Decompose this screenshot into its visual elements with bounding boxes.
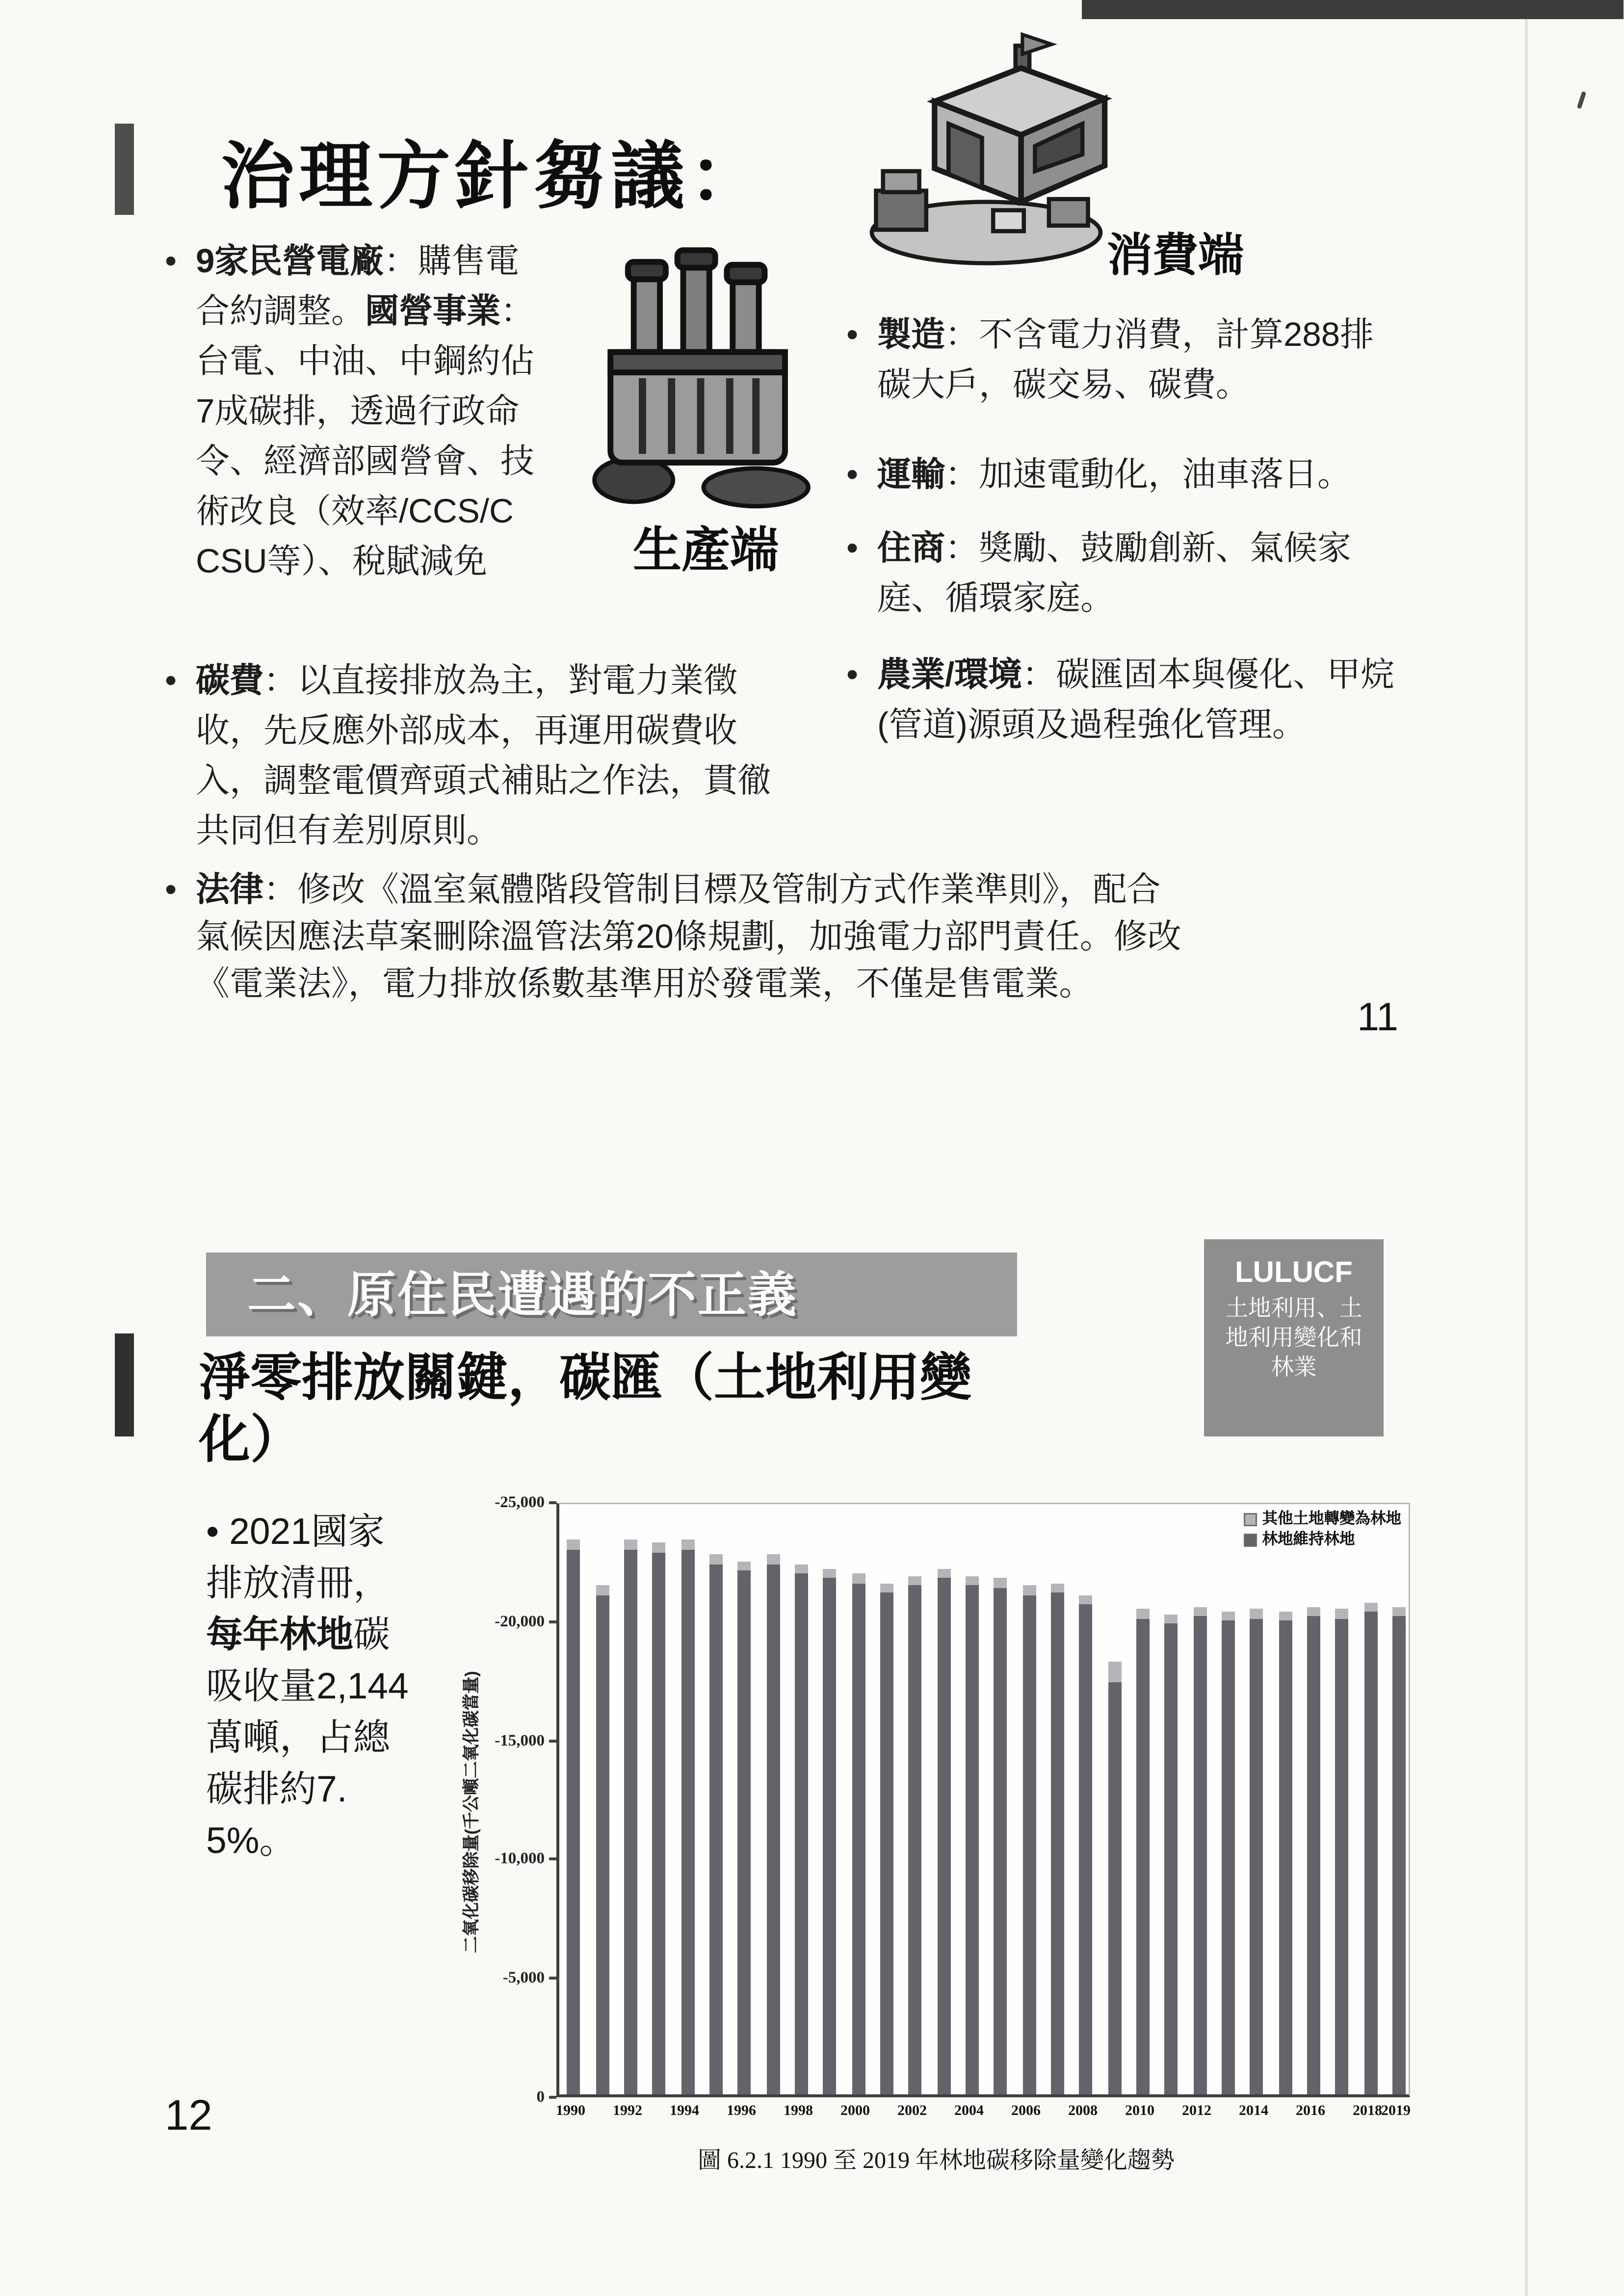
bar-segment-other-land	[596, 1586, 609, 1595]
page-number-12: 12	[165, 2093, 212, 2140]
legend-label: 林地維持林地	[1262, 1531, 1355, 1548]
bar-2000	[852, 1573, 865, 2094]
bullet-text: • 住商：獎勵、鼓勵創新、氣候家庭、循環家庭。	[877, 528, 1351, 617]
bar-segment-other-land	[652, 1542, 665, 1552]
bar-segment-other-land	[908, 1576, 921, 1585]
x-tick-label: 2004	[954, 2103, 984, 2119]
chart-legend	[1243, 1509, 1402, 1550]
bullet-residential	[846, 522, 1364, 623]
bar-segment-other-land	[794, 1564, 808, 1573]
scan-edge-strip	[1082, 0, 1624, 19]
y-tick-mark	[549, 2096, 556, 2099]
bar-2007	[1050, 1583, 1064, 2094]
bullet-text: • 9家民營電廠：購售電合約調整。國營事業：台電、中油、中鋼約佔7成碳排，透過行政命令、經濟部國營會、技術改良（效率/CCS/CCSU等）、稅賦減免	[196, 241, 534, 580]
bar-segment-other-land	[1279, 1612, 1292, 1621]
x-tick-label: 2002	[897, 2103, 927, 2119]
x-tick-label: 1990	[555, 2103, 585, 2119]
bar-segment-other-land	[709, 1555, 722, 1564]
bar-segment-other-land	[1050, 1583, 1064, 1592]
legend-entry	[1243, 1509, 1402, 1529]
x-tick-label: 2019	[1381, 2103, 1411, 2119]
bar-2011	[1164, 1614, 1178, 2094]
lulucf-box	[1204, 1239, 1384, 1436]
bullet-law	[165, 865, 1183, 1007]
bar-segment-other-land	[1079, 1595, 1092, 1604]
lulucf-title: LULUCF	[1235, 1257, 1353, 1289]
bar-segment-other-land	[880, 1583, 893, 1592]
bar-1991	[596, 1586, 609, 2094]
bar-segment-other-land	[1108, 1662, 1121, 1683]
bar-2018	[1364, 1602, 1377, 2095]
consumer-side-label: 消費端	[1107, 230, 1244, 281]
bar-2006	[1022, 1586, 1036, 2094]
legend-swatch	[1243, 1513, 1257, 1526]
bar-2013	[1221, 1612, 1234, 2094]
bullet-agriculture	[846, 649, 1417, 749]
bar-1990	[567, 1540, 580, 2094]
chart-plot-area	[556, 1503, 1410, 2097]
bullet-text: • 製造：不含電力消費，計算288排碳大戶，碳交易、碳費。	[877, 315, 1374, 403]
bar-segment-other-land	[1307, 1607, 1320, 1616]
bar-segment-other-land	[1221, 1612, 1234, 1621]
x-tick-label: 2016	[1295, 2103, 1325, 2119]
bullet-text: • 農業/環境：碳匯固本與優化、甲烷(管道)源頭及過程強化管理。	[877, 655, 1395, 743]
bar-segment-other-land	[937, 1569, 950, 1578]
factory-illustration	[578, 244, 826, 509]
bar-segment-other-land	[624, 1540, 637, 1549]
chart-x-ticks	[556, 2103, 1410, 2127]
chart-y-ticks	[442, 1494, 545, 2106]
x-tick-label: 1992	[612, 2103, 642, 2119]
x-tick-label: 2012	[1182, 2103, 1211, 2119]
bar-segment-other-land	[1022, 1586, 1036, 1595]
slide-title: 治理方針芻議：	[221, 135, 767, 218]
bar-segment-other-land	[1136, 1609, 1149, 1618]
bullet-carbon-fee	[165, 655, 771, 855]
x-tick-label: 2014	[1238, 2103, 1268, 2119]
y-tick-label: 0	[536, 2088, 545, 2106]
bar-2009	[1108, 1662, 1121, 2094]
x-tick-label: 2008	[1068, 2103, 1098, 2119]
bar-segment-other-land	[681, 1540, 694, 1549]
y-tick-label: -5,000	[502, 1969, 545, 1987]
bar-2004	[965, 1576, 978, 2094]
bar-2008	[1079, 1595, 1092, 2094]
x-tick-label: 2006	[1011, 2103, 1041, 2119]
bar-2001	[880, 1583, 893, 2094]
x-tick-label: 2018	[1353, 2103, 1382, 2119]
bar-segment-other-land	[766, 1555, 780, 1564]
bar-segment-other-land	[823, 1569, 836, 1578]
y-tick-label: -15,000	[495, 1731, 545, 1749]
producer-side-label: 生產端	[633, 522, 779, 577]
y-tick-mark	[549, 1501, 556, 1504]
bar-segment-other-land	[965, 1576, 978, 1585]
x-tick-label: 2000	[840, 2103, 870, 2119]
bar-segment-other-land	[1364, 1602, 1377, 1612]
y-tick-label: -20,000	[495, 1613, 545, 1631]
page-number-11: 11	[1357, 995, 1399, 1039]
y-tick-label: -25,000	[495, 1494, 545, 1512]
bar-1993	[652, 1542, 665, 2094]
x-tick-label: 2010	[1125, 2103, 1154, 2119]
bullet-inventory	[206, 1507, 415, 1868]
bar-segment-other-land	[852, 1573, 865, 1583]
x-tick-label: 1996	[726, 2103, 756, 2119]
legend-label: 其他土地轉變為林地	[1262, 1510, 1401, 1528]
bar-1996	[737, 1562, 751, 2094]
bar-2016	[1307, 1607, 1320, 2094]
bullet-text: • 碳費：以直接排放為主，對電力業徵收，先反應外部成本，再運用碳費收入，調整電價齊頭式補貼之作法，貫徹共同但有差別原則。	[196, 661, 771, 849]
y-tick-mark	[549, 1858, 556, 1861]
bullet-text: 2021國家排放清冊，每年林地碳吸收量2,144萬噸，占總碳排約7.5%。	[206, 1512, 409, 1862]
section-banner-text: 二、原住民遭遇的不正義	[247, 1267, 798, 1322]
bar-2005	[994, 1578, 1007, 2094]
section-banner	[206, 1252, 1017, 1336]
bar-segment-other-land	[1164, 1614, 1178, 1623]
bullet-transport	[846, 449, 1397, 499]
bar-2015	[1279, 1612, 1292, 2094]
slide-accent-bar-2	[115, 1333, 134, 1436]
bullet-text: • 運輸：加速電動化，油車落日。	[877, 455, 1351, 493]
bullet-text: • 法律：修改《溫室氣體階段管制目標及管制方式作業準則》，配合氣候因應法草案刪除溫管法第20條規劃，加強電力部門責任。修改《電業法》，電力排放係數基準用於發電業，不僅是售電業。	[196, 870, 1181, 1002]
bar-2010	[1136, 1609, 1149, 2094]
pen-mark	[1577, 91, 1587, 109]
legend-entry	[1243, 1529, 1402, 1550]
bar-segment-other-land	[567, 1540, 580, 1549]
lulucf-subtitle: 土地利用、土地利用變化和林業	[1225, 1297, 1362, 1381]
bar-2012	[1193, 1607, 1206, 2094]
bar-1992	[624, 1540, 637, 2094]
bar-segment-other-land	[1250, 1609, 1263, 1618]
slide-accent-bar	[115, 124, 134, 215]
bar-1999	[823, 1569, 836, 2094]
chart-caption: 圖 6.2.1 1990 至 2019 年林地碳移除量變化趨勢	[697, 2149, 1175, 2174]
bar-2002	[908, 1576, 921, 2094]
bar-segment-other-land	[994, 1578, 1007, 1588]
bar-1997	[766, 1555, 780, 2094]
bar-2003	[937, 1569, 950, 2094]
y-tick-mark	[549, 1620, 556, 1623]
bar-1995	[709, 1555, 722, 2094]
section-heading: 淨零排放關鍵，碳匯（土地利用變化）	[199, 1350, 972, 1469]
chart-y-axis-label: 二氧化碳移除量(千公噸二氧化碳當量)	[464, 1670, 481, 1953]
x-tick-label: 1998	[783, 2103, 813, 2119]
x-tick-label: 1994	[670, 2103, 699, 2119]
bullet-private-plants	[165, 235, 536, 586]
legend-swatch	[1243, 1533, 1257, 1546]
bar-segment-other-land	[1335, 1609, 1348, 1618]
bar-segment-other-land	[1392, 1607, 1405, 1616]
bar-1994	[681, 1540, 694, 2094]
scan-edge-line	[1525, 19, 1528, 2296]
bar-segment-other-land	[1193, 1607, 1206, 1616]
y-tick-mark	[549, 1977, 556, 1980]
consumer-store-illustration	[854, 29, 1119, 277]
bar-2019	[1392, 1607, 1405, 2094]
bullet-manufacturing	[846, 309, 1397, 409]
y-tick-mark	[549, 1739, 556, 1742]
bar-2017	[1335, 1609, 1348, 2094]
bar-1998	[794, 1564, 808, 2094]
forest-carbon-removal-chart	[442, 1479, 1431, 2174]
y-tick-label: -10,000	[495, 1851, 545, 1869]
bar-2014	[1250, 1609, 1263, 2094]
bar-segment-other-land	[737, 1562, 751, 1571]
